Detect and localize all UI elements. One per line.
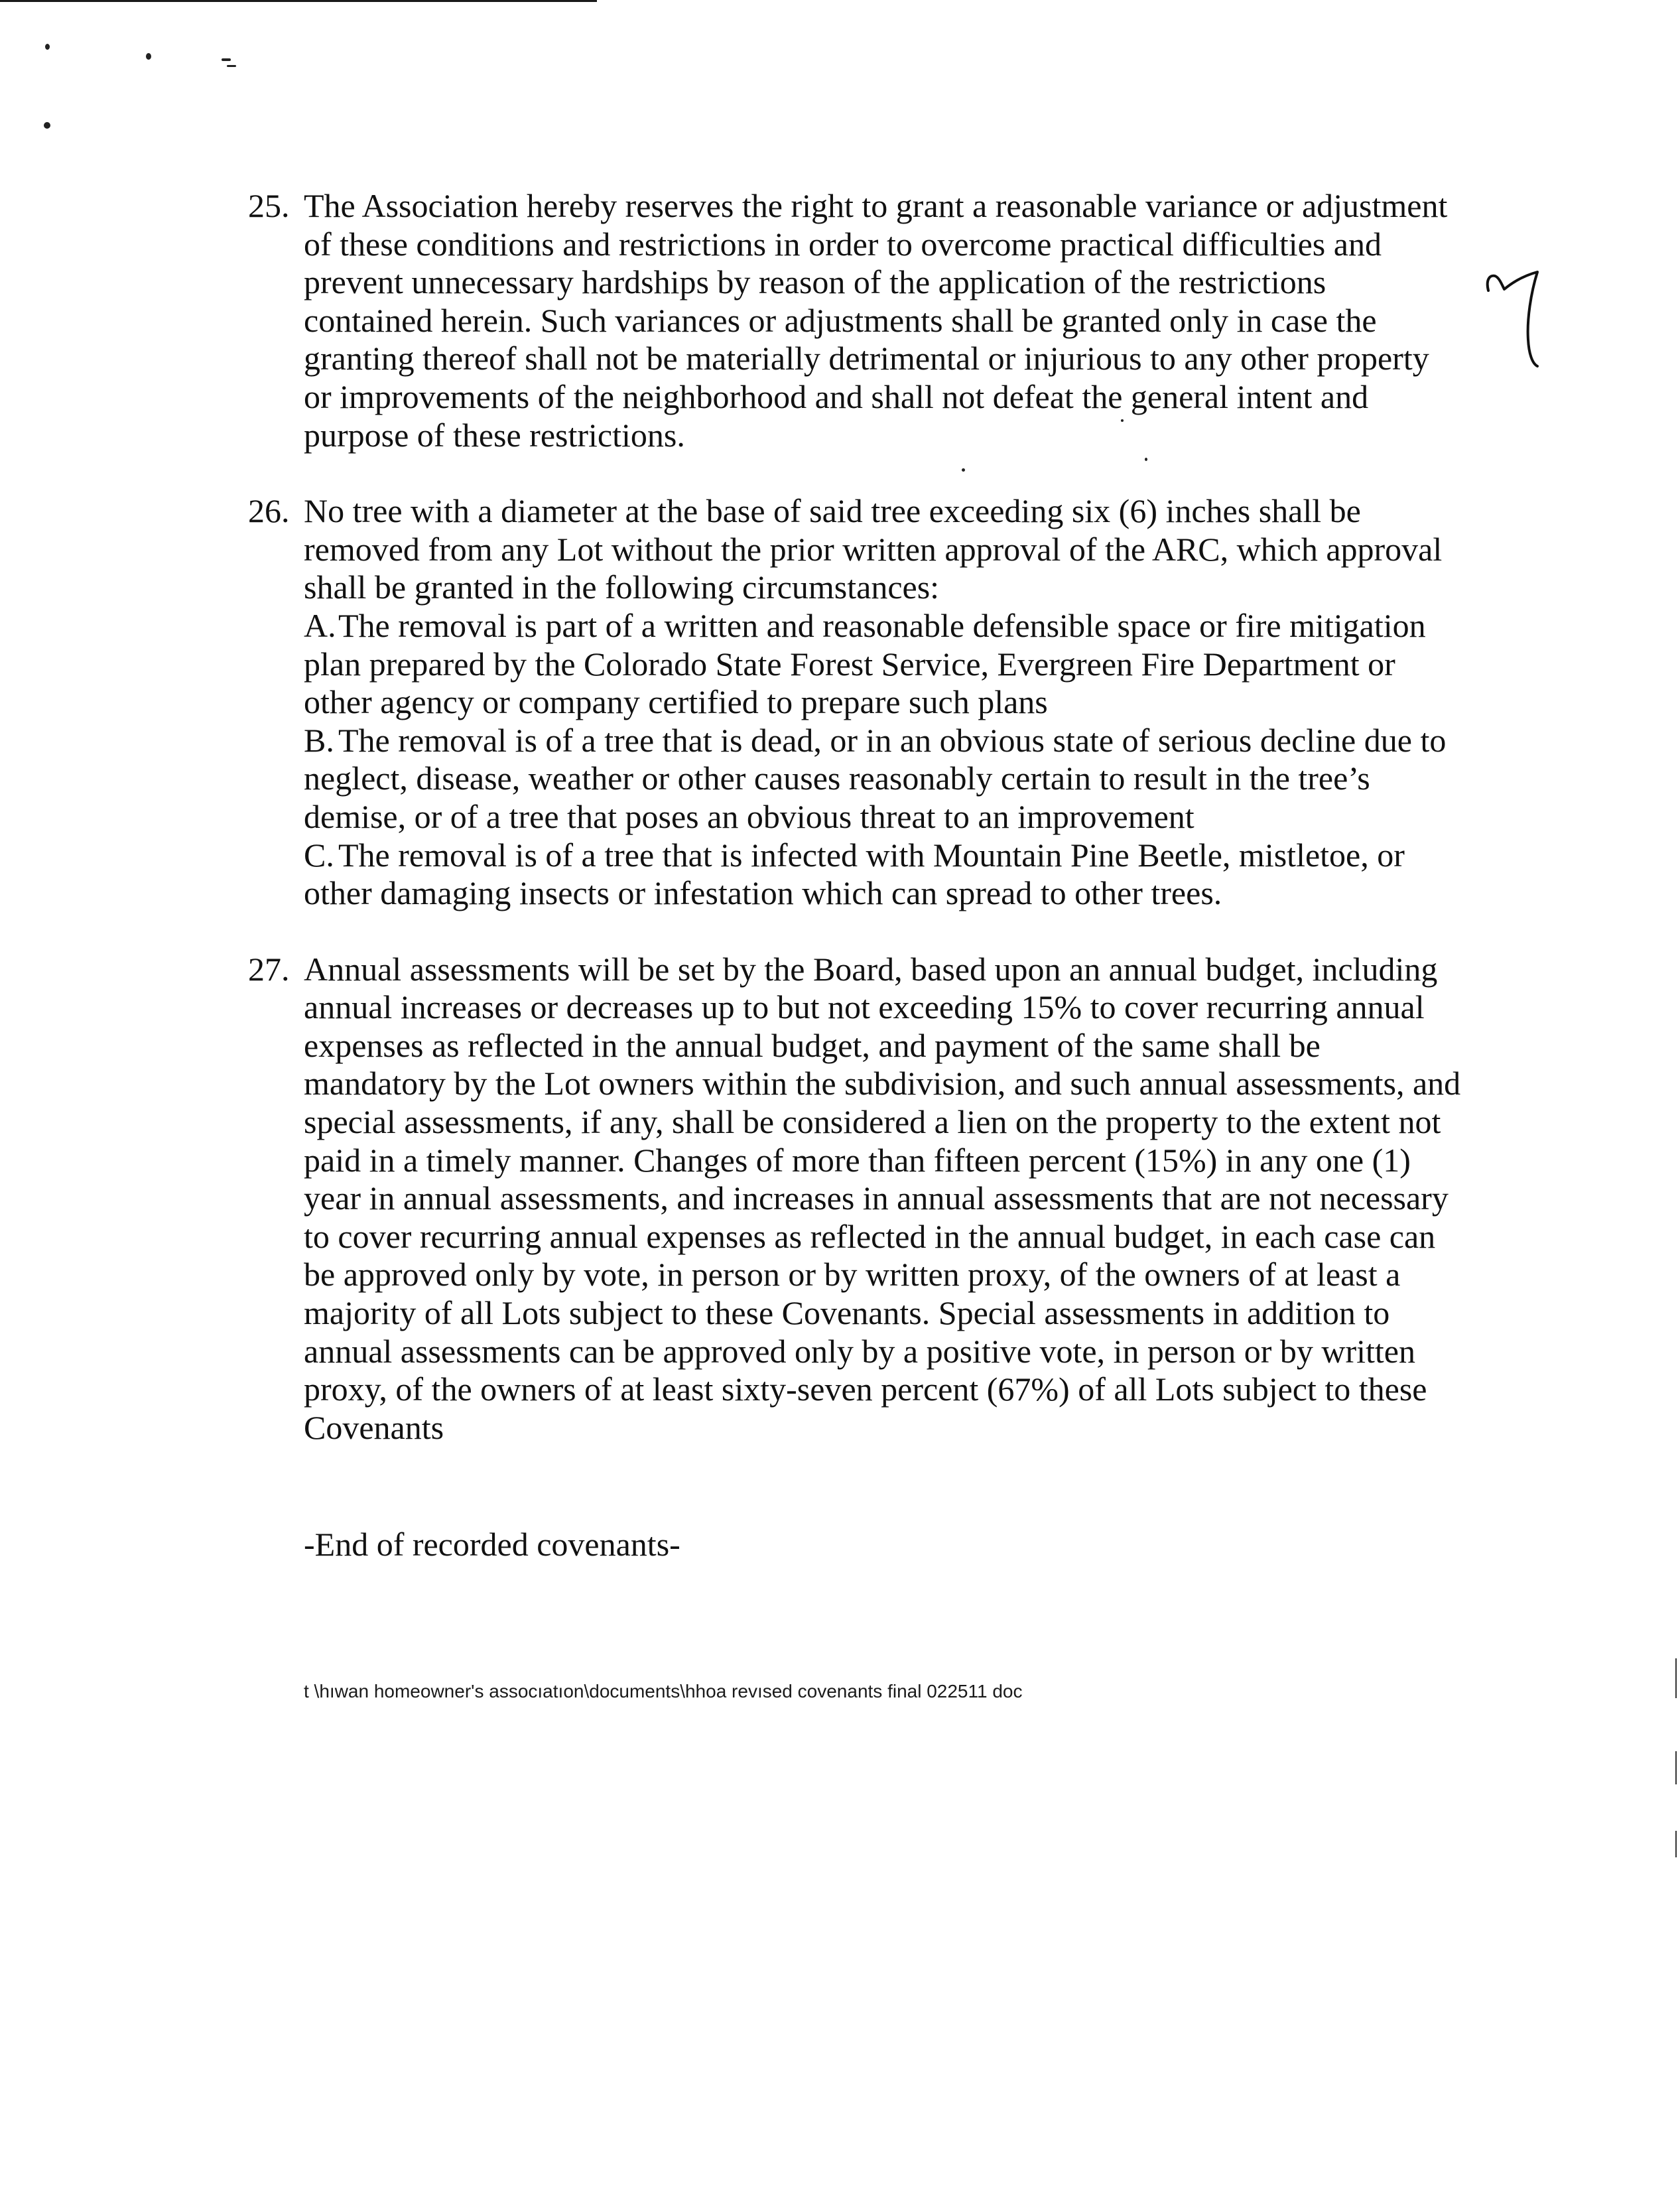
scan-top-rule xyxy=(0,0,597,2)
sub-item-letter: C. xyxy=(304,836,334,874)
item-number: 27. xyxy=(248,950,290,988)
item-text: The Association hereby reserves the right to grant a reasonable variance or adjustment of these conditions and restrictions in order to overcome practical difficulties and prevent unnecessary hardships by reason of the application of the restrictions contained herein. Such variances or adjustments shall be granted only in case the granting thereof shall not be materially detrimental or injurious to any other property or improvements of the neighborhood and shall not defeat the general intent and purpose of these restrictions. xyxy=(304,187,1448,454)
item-number: 25. xyxy=(248,187,290,224)
sub-item-letter: B. xyxy=(304,721,334,759)
covenant-item-26 xyxy=(248,492,1462,913)
scan-edge-mark xyxy=(1675,1658,1677,1698)
sub-item-b xyxy=(304,722,1462,836)
item-text: Annual assessments will be set by the Board, based upon an annual budget, including annual increases or decreases up to but not exceeding 15% to cover recurring annual expenses as reflected in the annual budget, and payment of the same shall be mandatory by the Lot owners within the subdivision, and such annual assessments, and special assessments, if any, shall be considered a lien on the property to the extent not paid in a timely manner. Changes of more than fifteen percent (15%) in any one (1) year in annual assessments, and increases in annual assessments that are not necessary to cover recurring annual expenses as reflected in the annual budget, in each case can be approved only by vote, in person or by written proxy, of the owners of at least a majority of all Lots subject to these Covenants. Special assessments in addition to annual assessments can be approved only by a positive vote, in person or by written proxy, of the owners of at least sixty-seven percent (67%) of all Lots subject to these Covenants xyxy=(304,950,1461,1446)
end-of-covenants-note: -End of recorded covenants- xyxy=(304,1526,680,1563)
item-number: 26. xyxy=(248,492,290,530)
item-text: No tree with a diameter at the base of said tree exceeding six (6) inches shall be removed from any Lot without the prior written approval of the ARC, which approval shall be granted in the following circumstances: xyxy=(304,492,1443,606)
scan-speck xyxy=(146,53,151,60)
sub-item-letter: A. xyxy=(304,606,336,644)
covenant-item-27 xyxy=(248,951,1462,1447)
scan-edge-mark xyxy=(1675,1831,1677,1857)
scan-edge-mark xyxy=(1675,1751,1677,1784)
sub-item-text: The removal is part of a written and reasonable defensible space or fire mitigation plan prepared by the Colorado State Forest Service, Evergreen Fire Department or other agency or company certified to prepare such plans xyxy=(304,606,1426,721)
scan-speck xyxy=(227,65,236,67)
scan-speck xyxy=(44,122,50,129)
handwritten-page-number xyxy=(1480,260,1560,379)
document-file-path: t \hıwan homeowner's assocıatıon\documents\hhoa revısed covenants final 022511 doc xyxy=(304,1681,1023,1701)
sub-item-text: The removal is of a tree that is dead, or in an obvious state of serious decline due to neglect, disease, weather or other causes reasonably certain to result in the tree’s demise, or of a tree that poses an obvious threat to an improvement xyxy=(304,721,1447,835)
sub-item-a xyxy=(304,607,1462,722)
sub-item-c xyxy=(304,836,1462,913)
covenants-body xyxy=(248,187,1462,1485)
covenant-item-25 xyxy=(248,187,1462,454)
scan-speck xyxy=(222,58,231,61)
scan-speck xyxy=(45,44,50,50)
sub-item-text: The removal is of a tree that is infected with Mountain Pine Beetle, mistletoe, or other damaging insects or infestation which can spread to other trees. xyxy=(304,836,1405,912)
